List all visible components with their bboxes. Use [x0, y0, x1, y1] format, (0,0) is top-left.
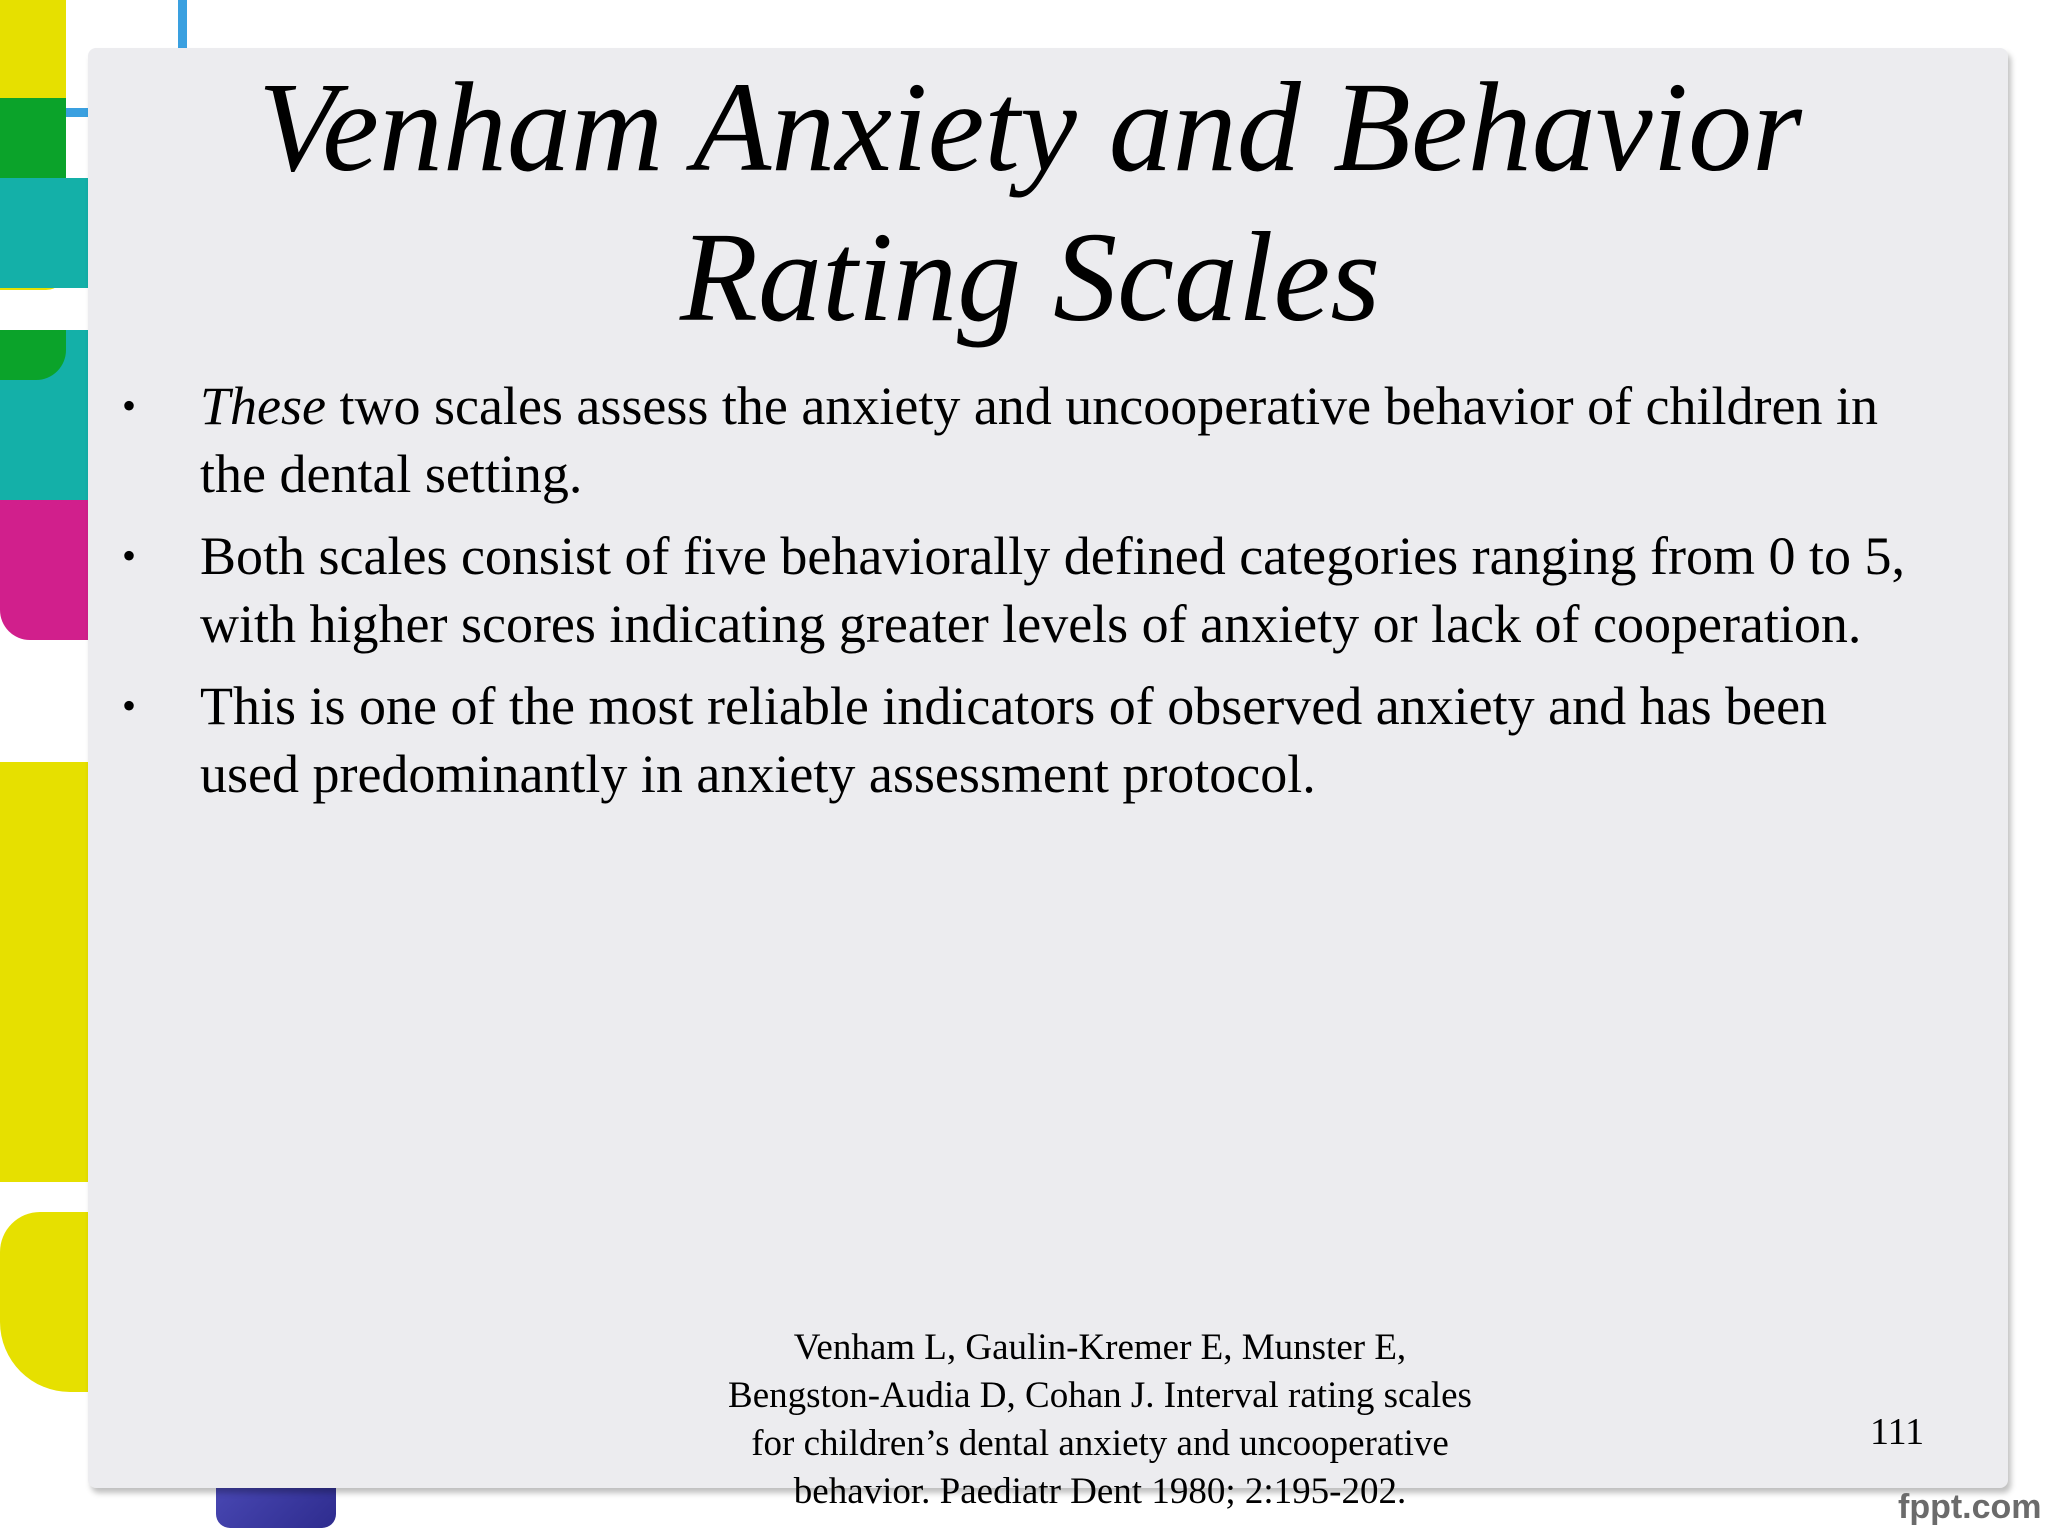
watermark-logo: fppt.com — [1898, 1488, 2042, 1526]
slide-title: Venham Anxiety and Behavior Rating Scales — [258, 56, 1802, 348]
bullet-list — [118, 372, 1938, 822]
citation-reference: Venham L, Gaulin-Kremer E, Munster E, Bengston-Audia D, Cohan J. Interval rating scales for children’s dental anxiety and uncooperative behavior. Paediatr Dent 1980; 2:195-202. — [728, 1327, 1472, 1512]
bullet-text: This is one of the most reliable indicators of observed anxiety and has been used predominantly in anxiety assessment protocol. — [200, 676, 1828, 804]
bullet-item-3 — [118, 672, 1938, 808]
bullet-text: Both scales consist of five behaviorally defined categories ranging from 0 to 5, with higher scores indicating greater levels of anxiety or lack of cooperation. — [200, 526, 1906, 654]
page-number: 111 — [1870, 1411, 1925, 1453]
bullet-emphasis: These — [200, 376, 326, 436]
bullet-glyph: • — [122, 683, 137, 728]
bullet-item-2 — [118, 522, 1938, 658]
bullet-glyph: • — [122, 383, 137, 428]
bullet-glyph: • — [122, 533, 137, 578]
bullet-text: two scales assess the anxiety and uncooperative behavior of children in the dental setting. — [200, 376, 1878, 504]
bullet-item-1 — [118, 372, 1938, 508]
